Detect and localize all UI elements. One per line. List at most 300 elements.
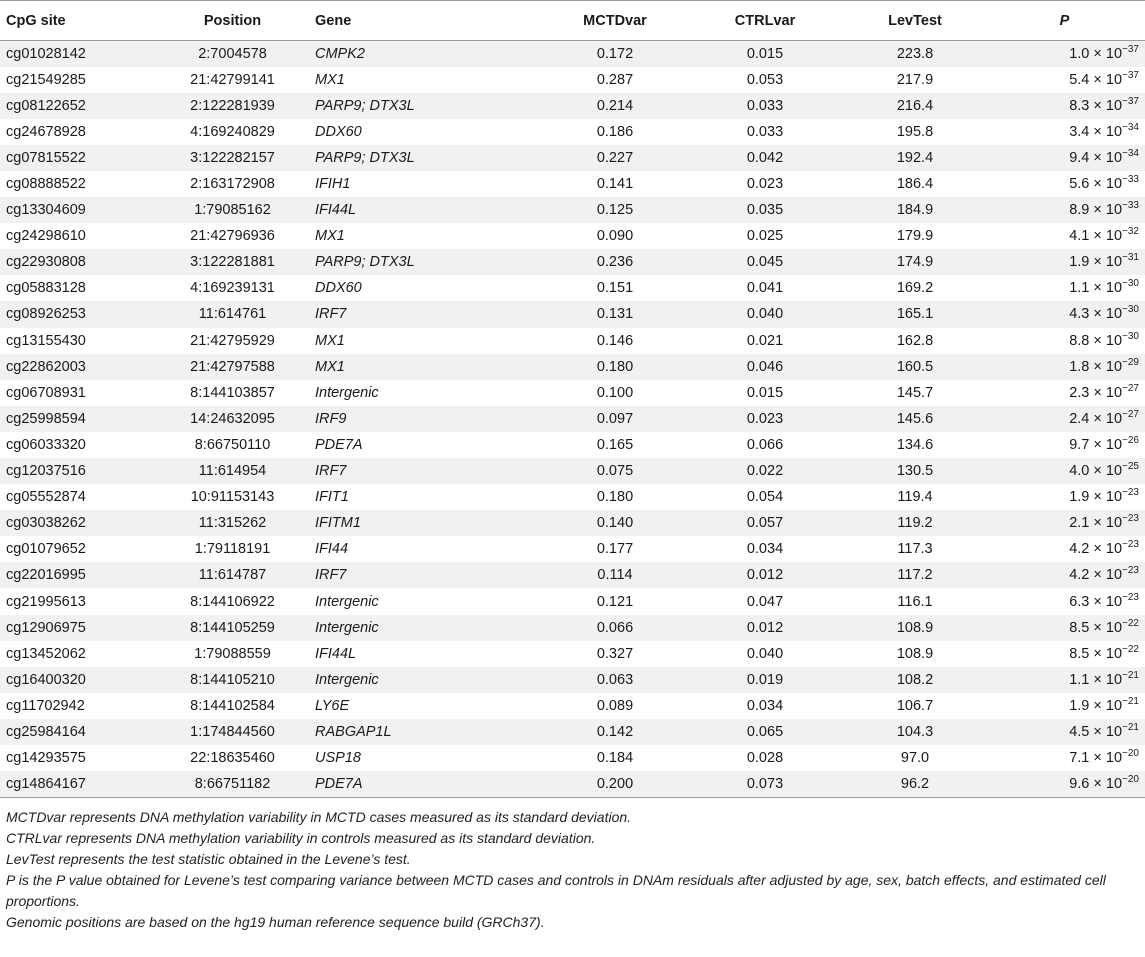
position-cell: 21:42799141	[190, 71, 275, 88]
mctdvar-cell: 0.287	[596, 71, 634, 88]
cpg-site-cell: cg13155430	[6, 332, 86, 349]
table-row	[0, 354, 1145, 380]
cpg-site-cell: cg24678928	[6, 123, 86, 140]
ctrlvar-cell: 0.012	[746, 619, 784, 636]
p-value-cell	[990, 197, 1145, 223]
levtest-cell: 195.8	[896, 123, 934, 140]
p-exponent: −20	[1122, 773, 1139, 785]
p-base-ten: 10	[1105, 45, 1123, 62]
p-base-ten: 10	[1105, 410, 1123, 427]
ctrlvar-cell: 0.023	[746, 410, 784, 427]
table-row	[0, 458, 1145, 484]
ctrlvar-cell: 0.042	[746, 149, 784, 166]
p-exponent: −23	[1122, 539, 1139, 551]
cpg-site-cell: cg22016995	[6, 567, 86, 584]
p-value-cell	[990, 380, 1145, 406]
p-exponent: −34	[1122, 121, 1139, 133]
levtest-cell: 217.9	[896, 71, 934, 88]
p-value-cell	[990, 171, 1145, 197]
p-times-ten: ×	[1093, 697, 1102, 714]
gene-cell: IFIT1	[315, 489, 349, 506]
gene-cell: IRF7	[315, 463, 347, 480]
position-cell: 8:144102584	[190, 697, 275, 714]
position-cell: 11:614954	[198, 463, 267, 480]
gene-cell: DDX60	[315, 280, 362, 297]
position-cell: 14:24632095	[190, 410, 275, 427]
p-value-cell	[990, 354, 1145, 380]
p-mantissa: 4.3	[1069, 306, 1090, 323]
p-value-cell	[990, 67, 1145, 93]
mctdvar-cell: 0.200	[540, 771, 690, 797]
mctdvar-cell: 0.063	[596, 671, 634, 688]
gene-cell: RABGAP1L	[315, 723, 392, 740]
p-exponent: −20	[1122, 748, 1139, 760]
p-times-ten: ×	[1093, 567, 1102, 584]
cpg-site-cell: cg16400320	[6, 671, 86, 688]
cpg-site-cell: cg08122652	[6, 97, 86, 114]
table-row	[0, 615, 1145, 641]
position-cell: 21:42797588	[190, 358, 275, 375]
ctrlvar-cell: 0.073	[690, 771, 840, 797]
p-mantissa: 6.3	[1069, 593, 1090, 610]
p-times-ten: ×	[1093, 489, 1102, 506]
gene-cell: IFIH1	[315, 176, 351, 193]
mctdvar-cell: 0.131	[596, 306, 634, 323]
position-cell: 3:122281881	[190, 254, 275, 271]
mctdvar-cell: 0.165	[596, 436, 634, 453]
p-mantissa: 4.0	[1069, 463, 1090, 480]
p-exponent: −26	[1122, 434, 1139, 446]
p-value-cell	[990, 588, 1145, 614]
p-base-ten: 10	[1105, 775, 1123, 792]
gene-cell: PDE7A	[315, 771, 540, 797]
p-value-cell	[990, 484, 1145, 510]
cpg-site-cell: cg06708931	[6, 384, 86, 401]
gene-cell: MX1	[315, 71, 345, 88]
levtest-cell: 169.2	[896, 280, 934, 297]
gene-cell: PARP9; DTX3L	[315, 97, 415, 114]
p-mantissa: 5.4	[1069, 71, 1090, 88]
table-row	[0, 171, 1145, 197]
p-value-cell	[990, 719, 1145, 745]
levtest-cell: 97.0	[900, 750, 930, 767]
gene-cell: IFI44L	[315, 202, 357, 219]
mctdvar-cell: 0.214	[596, 97, 634, 114]
gene-cell: IFI44L	[315, 645, 357, 662]
table-row	[0, 93, 1145, 119]
p-exponent: −23	[1122, 487, 1139, 499]
levtest-cell: 174.9	[896, 254, 934, 271]
levtest-cell: 106.7	[896, 697, 934, 714]
gene-cell: IRF7	[315, 306, 347, 323]
ctrlvar-cell: 0.023	[746, 176, 784, 193]
p-base-ten: 10	[1105, 306, 1123, 323]
table-row	[0, 667, 1145, 693]
footnote: CTRLvar represents DNA methylation variability in controls measured as its standard deviation.	[6, 829, 596, 846]
ctrlvar-cell: 0.040	[746, 306, 784, 323]
p-times-ten: ×	[1093, 541, 1102, 558]
table-header-row	[0, 1, 1145, 41]
p-exponent: −33	[1122, 174, 1139, 186]
position-cell: 4:169239131	[190, 280, 275, 297]
cpg-site-cell: cg06033320	[6, 436, 86, 453]
table-row	[0, 562, 1145, 588]
p-mantissa: 7.1	[1069, 750, 1090, 767]
position-cell: 4:169240829	[190, 123, 275, 140]
cpg-site-cell: cg14293575	[6, 750, 86, 767]
p-base-ten: 10	[1105, 332, 1123, 349]
p-mantissa: 1.1	[1069, 671, 1090, 688]
levtest-cell: 179.9	[896, 228, 934, 245]
gene-cell: Intergenic	[315, 671, 379, 688]
p-value-cell	[990, 119, 1145, 145]
mctdvar-cell: 0.141	[596, 176, 634, 193]
cpg-site-cell: cg12906975	[6, 619, 86, 636]
footnote: LevTest represents the test statistic obtained in the Levene’s test.	[6, 850, 411, 867]
position-cell: 8:144105259	[190, 619, 275, 636]
p-base-ten: 10	[1105, 228, 1123, 245]
p-times-ten: ×	[1093, 775, 1102, 792]
cpg-site-cell: cg24298610	[6, 228, 86, 245]
table-row	[0, 536, 1145, 562]
position-cell: 11:315262	[198, 515, 267, 532]
p-mantissa: 1.0	[1069, 45, 1090, 62]
mctdvar-cell: 0.090	[596, 228, 634, 245]
p-value-cell	[990, 510, 1145, 536]
p-mantissa: 8.5	[1069, 619, 1090, 636]
p-mantissa: 8.8	[1069, 332, 1090, 349]
p-exponent: −33	[1122, 200, 1139, 212]
p-times-ten: ×	[1093, 123, 1102, 140]
cpg-site-cell: cg03038262	[6, 515, 86, 532]
p-mantissa: 4.1	[1069, 228, 1090, 245]
mctdvar-cell: 0.097	[596, 410, 634, 427]
position-cell: 21:42795929	[190, 332, 275, 349]
p-exponent: −31	[1122, 252, 1139, 264]
gene-cell: MX1	[315, 332, 345, 349]
table-row	[0, 67, 1145, 93]
gene-cell: PARP9; DTX3L	[315, 254, 415, 271]
ctrlvar-cell: 0.047	[746, 593, 784, 610]
table-row	[0, 510, 1145, 536]
p-mantissa: 4.2	[1069, 567, 1090, 584]
ctrlvar-cell: 0.019	[746, 671, 784, 688]
p-base-ten: 10	[1105, 463, 1123, 480]
levtest-cell: 134.6	[896, 436, 934, 453]
levtest-cell: 119.4	[897, 489, 933, 506]
p-value-cell	[990, 41, 1145, 67]
levtest-cell: 108.9	[896, 619, 934, 636]
ctrlvar-cell: 0.012	[746, 567, 784, 584]
p-times-ten: ×	[1093, 358, 1102, 375]
table-row	[0, 484, 1145, 510]
cpg-site-cell: cg08926253	[6, 306, 86, 323]
ctrlvar-cell: 0.034	[746, 541, 784, 558]
p-mantissa: 9.7	[1069, 436, 1090, 453]
levtest-cell: 186.4	[896, 176, 934, 193]
cpg-site-cell: cg21995613	[6, 593, 86, 610]
p-times-ten: ×	[1093, 645, 1102, 662]
levtest-cell: 184.9	[896, 202, 934, 219]
mctdvar-cell: 0.151	[596, 280, 634, 297]
cpg-site-cell: cg13452062	[6, 645, 86, 662]
p-exponent: −23	[1122, 565, 1139, 577]
p-value-cell	[990, 249, 1145, 275]
p-mantissa: 4.5	[1069, 723, 1090, 740]
p-times-ten: ×	[1093, 71, 1102, 88]
p-value-cell	[990, 641, 1145, 667]
p-exponent: −32	[1122, 226, 1139, 238]
p-mantissa: 4.2	[1069, 541, 1090, 558]
ctrlvar-cell: 0.015	[746, 384, 784, 401]
p-base-ten: 10	[1105, 254, 1123, 271]
p-times-ten: ×	[1093, 463, 1102, 480]
gene-cell: Intergenic	[315, 593, 379, 610]
p-exponent: −37	[1122, 69, 1139, 81]
levtest-cell: 119.2	[897, 515, 933, 532]
p-base-ten: 10	[1105, 541, 1123, 558]
levtest-cell: 108.2	[896, 671, 934, 688]
p-times-ten: ×	[1093, 410, 1102, 427]
cpg-site-cell: cg13304609	[6, 202, 86, 219]
ctrlvar-cell: 0.033	[746, 97, 784, 114]
mctdvar-cell: 0.089	[596, 697, 634, 714]
ctrlvar-cell: 0.034	[746, 697, 784, 714]
p-base-ten: 10	[1105, 671, 1123, 688]
mctdvar-cell: 0.186	[596, 123, 634, 140]
levtest-cell: 116.1	[897, 593, 933, 610]
ctrlvar-cell: 0.066	[746, 436, 784, 453]
p-exponent: −22	[1122, 617, 1139, 629]
position-cell: 8:66751182	[150, 771, 315, 797]
position-cell: 1:79118191	[194, 541, 271, 558]
header-cpg-site: CpG site	[0, 1, 150, 41]
p-exponent: −23	[1122, 591, 1139, 603]
ctrlvar-cell: 0.028	[746, 750, 784, 767]
p-times-ten: ×	[1093, 750, 1102, 767]
p-base-ten: 10	[1105, 384, 1123, 401]
mctdvar-cell: 0.236	[596, 254, 634, 271]
p-value-cell	[990, 223, 1145, 249]
position-cell: 8:144105210	[190, 671, 275, 688]
levtest-cell: 160.5	[896, 358, 934, 375]
cpg-site-cell: cg14864167	[0, 771, 150, 797]
levtest-cell: 130.5	[896, 463, 934, 480]
mctdvar-cell: 0.177	[596, 541, 634, 558]
table-row	[0, 41, 1145, 67]
p-base-ten: 10	[1105, 358, 1123, 375]
position-cell: 2:163172908	[190, 176, 275, 193]
p-base-ten: 10	[1105, 645, 1123, 662]
p-value-cell	[990, 693, 1145, 719]
ctrlvar-cell: 0.045	[746, 254, 784, 271]
p-value-cell	[990, 406, 1145, 432]
p-exponent: −30	[1122, 330, 1139, 342]
position-cell: 10:91153143	[190, 489, 275, 506]
p-base-ten: 10	[1105, 515, 1123, 532]
position-cell: 1:79085162	[194, 202, 271, 219]
p-base-ten: 10	[1105, 176, 1123, 193]
levtest-cell: 145.6	[896, 410, 934, 427]
position-cell: 2:7004578	[198, 45, 267, 62]
p-base-ten: 10	[1105, 149, 1123, 166]
p-times-ten: ×	[1093, 202, 1102, 219]
position-cell: 21:42796936	[190, 228, 275, 245]
p-times-ten: ×	[1093, 436, 1102, 453]
p-mantissa: 9.4	[1069, 149, 1090, 166]
table-row	[0, 406, 1145, 432]
p-times-ten: ×	[1093, 332, 1102, 349]
position-cell: 22:18635460	[190, 750, 275, 767]
p-exponent: −23	[1122, 513, 1139, 525]
position-cell: 11:614787	[198, 567, 267, 584]
cpg-site-cell: cg21549285	[6, 71, 86, 88]
mctdvar-cell: 0.180	[596, 358, 634, 375]
mctdvar-cell: 0.327	[596, 645, 634, 662]
gene-cell: PDE7A	[315, 436, 363, 453]
p-times-ten: ×	[1093, 515, 1102, 532]
levtest-cell: 162.8	[896, 332, 934, 349]
cpg-site-cell: cg08888522	[6, 176, 86, 193]
p-base-ten: 10	[1105, 489, 1123, 506]
p-base-ten: 10	[1105, 619, 1123, 636]
p-value-cell	[990, 458, 1145, 484]
mctdvar-cell: 0.180	[596, 489, 634, 506]
p-value-cell	[990, 93, 1145, 119]
p-base-ten: 10	[1105, 97, 1123, 114]
cpg-site-cell: cg05552874	[6, 489, 86, 506]
ctrlvar-cell: 0.025	[746, 228, 784, 245]
position-cell: 8:144106922	[190, 593, 275, 610]
table-row	[0, 719, 1145, 745]
gene-cell: IRF7	[315, 567, 347, 584]
gene-cell: Intergenic	[315, 384, 379, 401]
p-times-ten: ×	[1093, 228, 1102, 245]
p-times-ten: ×	[1093, 280, 1102, 297]
table-row	[0, 328, 1145, 354]
mctdvar-cell: 0.114	[597, 567, 633, 584]
levtest-cell: 104.3	[896, 723, 934, 740]
p-mantissa: 1.9	[1069, 254, 1090, 271]
header-mctdvar: MCTDvar	[540, 1, 690, 41]
p-exponent: −25	[1122, 461, 1139, 473]
ctrlvar-cell: 0.035	[746, 202, 784, 219]
p-base-ten: 10	[1105, 202, 1123, 219]
ctrlvar-cell: 0.065	[746, 723, 784, 740]
cpg-site-cell: cg11702942	[6, 697, 85, 714]
header-ctrlvar: CTRLvar	[690, 1, 840, 41]
ctrlvar-cell: 0.046	[746, 358, 784, 375]
p-value-cell	[990, 275, 1145, 301]
p-mantissa: 3.4	[1069, 123, 1090, 140]
levtest-cell: 117.2	[897, 567, 933, 584]
p-exponent: −30	[1122, 278, 1139, 290]
table-row	[0, 119, 1145, 145]
p-exponent: −21	[1122, 669, 1139, 681]
cpg-site-cell: cg07815522	[6, 149, 86, 166]
gene-cell: LY6E	[315, 697, 350, 714]
p-times-ten: ×	[1093, 384, 1102, 401]
p-mantissa: 2.4	[1069, 410, 1090, 427]
ctrlvar-cell: 0.054	[746, 489, 784, 506]
gene-cell: IRF9	[315, 410, 347, 427]
p-base-ten: 10	[1105, 750, 1123, 767]
p-value-cell	[990, 301, 1145, 327]
p-value-cell	[990, 667, 1145, 693]
ctrlvar-cell: 0.057	[746, 515, 784, 532]
footnote: MCTDvar represents DNA methylation variability in MCTD cases measured as its standard deviation.	[6, 808, 632, 825]
gene-cell: PARP9; DTX3L	[315, 149, 415, 166]
p-mantissa: 5.6	[1069, 176, 1090, 193]
header-gene: Gene	[315, 1, 540, 41]
p-base-ten: 10	[1105, 436, 1123, 453]
table-footnotes	[0, 798, 1145, 933]
gene-cell: MX1	[315, 358, 345, 375]
table-row	[0, 693, 1145, 719]
p-mantissa: 2.1	[1069, 515, 1090, 532]
p-times-ten: ×	[1093, 254, 1102, 271]
levtest-cell: 96.2	[840, 771, 990, 797]
table-row	[0, 223, 1145, 249]
position-cell: 1:174844560	[190, 723, 275, 740]
p-times-ten: ×	[1093, 723, 1102, 740]
p-exponent: −37	[1122, 95, 1139, 107]
mctdvar-cell: 0.066	[596, 619, 634, 636]
p-base-ten: 10	[1105, 593, 1123, 610]
table-row	[0, 197, 1145, 223]
p-value-cell	[990, 432, 1145, 458]
p-exponent: −21	[1122, 721, 1139, 733]
mctdvar-cell: 0.146	[596, 332, 634, 349]
p-exponent: −27	[1122, 382, 1139, 394]
levtest-cell: 165.1	[896, 306, 934, 323]
footnote: Genomic positions are based on the hg19 human reference sequence build (GRCh37).	[6, 913, 545, 930]
p-times-ten: ×	[1093, 593, 1102, 610]
p-exponent: −21	[1122, 695, 1139, 707]
ctrlvar-cell: 0.022	[746, 463, 784, 480]
mctdvar-cell: 0.121	[596, 593, 634, 610]
header-p-value: P	[990, 1, 1145, 41]
p-exponent: −30	[1122, 304, 1139, 316]
table-row	[0, 380, 1145, 406]
mctdvar-cell: 0.075	[596, 463, 634, 480]
cpg-site-cell: cg25998594	[6, 410, 86, 427]
ctrlvar-cell: 0.021	[746, 332, 784, 349]
gene-cell: IFI44	[315, 541, 349, 558]
mctdvar-cell: 0.227	[596, 149, 634, 166]
table-row	[0, 275, 1145, 301]
levtest-cell: 223.8	[896, 45, 934, 62]
gene-cell: CMPK2	[315, 45, 365, 62]
ctrlvar-cell: 0.015	[746, 45, 784, 62]
mctdvar-cell: 0.125	[596, 202, 634, 219]
p-mantissa: 8.3	[1069, 97, 1090, 114]
p-value-cell	[990, 771, 1145, 797]
p-value-cell	[990, 328, 1145, 354]
table-row	[0, 588, 1145, 614]
levtest-cell: 216.4	[896, 97, 934, 114]
table-row	[0, 145, 1145, 171]
p-times-ten: ×	[1093, 97, 1102, 114]
gene-cell: USP18	[315, 750, 361, 767]
mctdvar-cell: 0.140	[596, 515, 634, 532]
levtest-cell: 117.3	[897, 541, 933, 558]
ctrlvar-cell: 0.040	[746, 645, 784, 662]
cpg-site-cell: cg25984164	[6, 723, 86, 740]
p-base-ten: 10	[1105, 71, 1123, 88]
cpg-site-cell: cg01028142	[6, 45, 86, 62]
p-value-cell	[990, 615, 1145, 641]
